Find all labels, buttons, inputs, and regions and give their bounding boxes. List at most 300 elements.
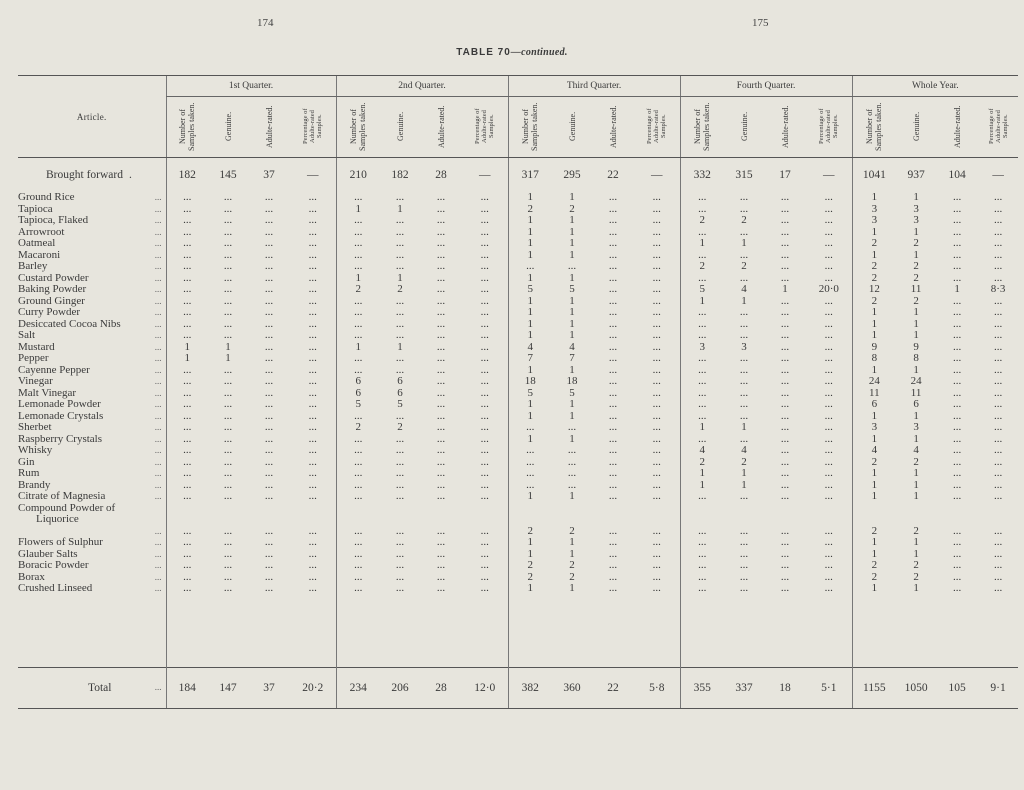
table-cell: ... bbox=[993, 456, 1003, 468]
table-cell: 24 bbox=[910, 376, 922, 387]
table-cell: ... bbox=[308, 583, 317, 594]
table-cell: ... bbox=[223, 422, 233, 433]
article-cell bbox=[18, 307, 166, 319]
table-cell: ... bbox=[436, 410, 446, 422]
table-cell: ... bbox=[308, 468, 317, 479]
article-name: Baking Powder bbox=[18, 284, 87, 295]
table-cell: ... bbox=[166, 434, 208, 446]
table-cell: ... bbox=[952, 318, 962, 330]
table-cell: ... bbox=[308, 433, 317, 445]
table-cell: ... bbox=[824, 272, 833, 284]
column-subheader-label: Number of Samples taken. bbox=[349, 102, 368, 151]
table-cell: ... bbox=[480, 524, 489, 537]
table-cell: ... bbox=[780, 468, 790, 479]
leader-dots: ... bbox=[154, 410, 162, 421]
table-cell: 1 bbox=[569, 238, 575, 249]
article-cell bbox=[18, 284, 166, 296]
table-cell: ... bbox=[780, 341, 790, 353]
article-cell bbox=[18, 572, 166, 584]
table-cell: 4 bbox=[680, 445, 724, 457]
empty-cell bbox=[18, 595, 166, 668]
article-name: Curry Powder bbox=[18, 307, 81, 318]
table-cell: 18 bbox=[566, 376, 578, 387]
table-cell: ... bbox=[436, 479, 446, 491]
article-cell bbox=[18, 537, 166, 549]
table-cell: ... bbox=[608, 560, 618, 571]
table-row bbox=[18, 319, 1018, 331]
table-cell: ... bbox=[436, 560, 446, 571]
table-cell: ... bbox=[264, 272, 274, 284]
article-name: Citrate of Magnesia bbox=[18, 491, 106, 502]
table-cell: ... bbox=[436, 548, 446, 560]
quarter-header: 2nd Quarter. bbox=[336, 76, 508, 97]
table-cell: ... bbox=[824, 548, 833, 560]
table-cell: ... bbox=[680, 273, 724, 285]
table-cell: ... bbox=[824, 203, 833, 215]
table-cell: 2 bbox=[852, 261, 896, 273]
table-cell: ... bbox=[308, 284, 317, 295]
table-cell: 1 bbox=[336, 273, 380, 285]
table-cell: ... bbox=[952, 571, 962, 583]
table-cell: ... bbox=[652, 399, 661, 410]
table-cell: ... bbox=[480, 215, 489, 226]
table-cell: ... bbox=[508, 468, 552, 480]
table-cell: ... bbox=[952, 215, 962, 226]
table-cell: ... bbox=[780, 571, 790, 583]
table-cell: ... bbox=[608, 479, 618, 491]
article-cell bbox=[18, 422, 166, 434]
table-cell: 210 bbox=[336, 158, 380, 193]
table-cell: 2 bbox=[852, 238, 896, 250]
leader-dots: ... bbox=[154, 353, 162, 363]
table-cell: ... bbox=[652, 491, 661, 502]
table-cell: 4 bbox=[852, 445, 896, 457]
table-cell: ... bbox=[308, 215, 317, 226]
table-cell: ... bbox=[223, 433, 233, 445]
table-cell: 1 bbox=[852, 319, 896, 331]
table-cell: ... bbox=[336, 307, 380, 319]
table-cell: ... bbox=[336, 330, 380, 342]
table-cell: 1 bbox=[397, 203, 403, 215]
table-cell: ... bbox=[993, 226, 1003, 238]
table-cell: ... bbox=[436, 433, 446, 445]
article-cell bbox=[18, 158, 166, 193]
table-cell: ... bbox=[608, 583, 618, 594]
table-cell: ... bbox=[680, 365, 724, 377]
table-cell: ... bbox=[608, 238, 618, 249]
table-cell: ... bbox=[952, 524, 962, 537]
table-cell: ... bbox=[480, 341, 489, 353]
table-cell: ... bbox=[166, 365, 208, 377]
table-cell: ... bbox=[264, 353, 274, 364]
leader-dots: ... bbox=[154, 468, 162, 478]
table-cell: 1 bbox=[569, 295, 575, 307]
table-cell: ... bbox=[436, 571, 446, 583]
table-cell: ... bbox=[166, 560, 208, 572]
article-name: Rum bbox=[18, 468, 40, 479]
article-name: Glauber Salts bbox=[18, 548, 78, 560]
table-cell: ... bbox=[993, 387, 1003, 399]
table-cell: 2 bbox=[569, 571, 575, 583]
table-cell: ... bbox=[952, 560, 962, 571]
column-subheader-label: Adulte-rated. bbox=[952, 105, 962, 148]
table-cell: ... bbox=[264, 422, 274, 433]
table-cell: ... bbox=[395, 226, 405, 238]
table-cell: 1 bbox=[954, 284, 960, 295]
table-cell: ... bbox=[264, 524, 274, 537]
table-cell: 1 bbox=[852, 307, 896, 319]
table-cell: 1 bbox=[913, 468, 919, 479]
leader-dots: ... bbox=[154, 525, 162, 536]
table-cell: ... bbox=[652, 238, 661, 249]
article-name: Ground Rice bbox=[18, 192, 75, 203]
table-cell: ... bbox=[652, 468, 661, 479]
table-cell: ... bbox=[436, 387, 446, 399]
table-cell: 3 bbox=[852, 422, 896, 434]
table-cell: 1 bbox=[508, 250, 552, 262]
table-cell: 12·0 bbox=[462, 667, 508, 708]
table-cell: ... bbox=[680, 572, 724, 584]
table-cell: ... bbox=[395, 524, 405, 537]
table-cell: 2 bbox=[913, 571, 919, 583]
leader-dots: ... bbox=[154, 560, 162, 570]
table-cell: ... bbox=[264, 537, 274, 548]
table-cell: ... bbox=[223, 479, 233, 491]
table-cell: ... bbox=[395, 537, 405, 548]
table-cell: ... bbox=[952, 330, 962, 341]
table-cell: ... bbox=[567, 468, 577, 479]
table-cell: ... bbox=[308, 295, 317, 307]
table-cell: ... bbox=[652, 341, 661, 353]
table-cell: ... bbox=[993, 468, 1003, 479]
table-cell: 1 bbox=[913, 226, 919, 238]
table-cell: ... bbox=[166, 572, 208, 584]
table-cell: ... bbox=[780, 548, 790, 560]
article-cell bbox=[18, 296, 166, 308]
table-row bbox=[18, 296, 1018, 308]
table-cell: 2 bbox=[680, 261, 724, 273]
table-cell: ... bbox=[395, 583, 405, 594]
table-cell: ... bbox=[652, 387, 661, 399]
table-cell: ... bbox=[508, 445, 552, 457]
table-cell: 104 bbox=[948, 169, 966, 181]
table-cell: ... bbox=[780, 456, 790, 468]
empty-cell bbox=[978, 595, 1018, 668]
brought-forward-dots: . bbox=[128, 169, 132, 181]
table-row bbox=[18, 365, 1018, 377]
table-cell: ... bbox=[336, 215, 380, 227]
article-cell bbox=[18, 388, 166, 400]
article-cell bbox=[18, 238, 166, 250]
table-cell: 1 bbox=[569, 399, 575, 410]
table-cell: ... bbox=[739, 318, 749, 330]
table-cell: ... bbox=[264, 387, 274, 399]
table-cell: 9·1 bbox=[978, 667, 1018, 708]
table-cell: ... bbox=[952, 583, 962, 594]
table-cell: 317 bbox=[508, 158, 552, 193]
table-cell: 2 bbox=[852, 560, 896, 572]
table-cell: 1 bbox=[508, 273, 552, 285]
table-cell: ... bbox=[264, 376, 274, 387]
table-cell: ... bbox=[264, 433, 274, 445]
leader-dots: ... bbox=[154, 318, 162, 329]
article-cell bbox=[18, 411, 166, 423]
table-cell: ... bbox=[308, 203, 317, 215]
table-cell: ... bbox=[336, 411, 380, 423]
table-cell: ... bbox=[608, 295, 618, 307]
table-cell: ... bbox=[166, 399, 208, 411]
table-cell: ... bbox=[264, 583, 274, 594]
table-cell: ... bbox=[824, 537, 833, 548]
table-cell: 1 bbox=[852, 330, 896, 342]
table-row bbox=[18, 422, 1018, 434]
table-cell: ... bbox=[780, 399, 790, 410]
table-cell: ... bbox=[993, 295, 1003, 307]
table-cell: 6 bbox=[336, 388, 380, 400]
table-cell: 6 bbox=[397, 387, 403, 399]
table-cell: ... bbox=[166, 192, 208, 204]
table-cell: ... bbox=[436, 583, 446, 594]
article-name: Pepper bbox=[18, 353, 49, 364]
table-label: TABLE 70 bbox=[456, 47, 511, 58]
table-cell: ... bbox=[166, 549, 208, 561]
table-cell: ... bbox=[336, 353, 380, 365]
table-cell: 3 bbox=[852, 204, 896, 216]
table-cell: 6 bbox=[336, 376, 380, 388]
article-name: Lemonade Crystals bbox=[18, 410, 104, 422]
empty-cell bbox=[420, 595, 462, 668]
table-cell: 1 bbox=[913, 583, 919, 594]
table-cell: 2 bbox=[741, 261, 747, 272]
empty-cell bbox=[634, 595, 680, 668]
column-subheader bbox=[724, 97, 764, 158]
table-cell: 4 bbox=[741, 445, 747, 456]
table-cell: 5 bbox=[508, 284, 552, 296]
article-name: Tapioca, Flaked bbox=[18, 215, 89, 226]
table-cell: ... bbox=[223, 583, 233, 594]
table-cell: ... bbox=[952, 410, 962, 422]
table-cell: ... bbox=[436, 203, 446, 215]
table-cell: ... bbox=[336, 583, 380, 595]
table-cell: 1 bbox=[508, 491, 552, 503]
table-cell: ... bbox=[993, 433, 1003, 445]
table-cell: 11 bbox=[852, 388, 896, 400]
table-cell: ... bbox=[680, 388, 724, 400]
table-cell: ... bbox=[608, 524, 618, 537]
table-cell: ... bbox=[652, 583, 661, 594]
table-cell: ... bbox=[739, 410, 749, 422]
table-cell: ... bbox=[308, 399, 317, 410]
table-cell: 360 bbox=[552, 667, 592, 708]
table-cell: ... bbox=[652, 571, 661, 583]
table-cell: ... bbox=[608, 456, 618, 468]
article-cell bbox=[18, 376, 166, 388]
table-row bbox=[18, 583, 1018, 595]
table-cell: 145 bbox=[219, 169, 237, 181]
table-cell: ... bbox=[824, 226, 833, 238]
table-cell: ... bbox=[780, 353, 790, 364]
table-cell: ... bbox=[395, 548, 405, 560]
table-cell: ... bbox=[652, 433, 661, 445]
table-cell: ... bbox=[824, 468, 833, 479]
table-cell: ... bbox=[608, 491, 618, 502]
table-cell: ... bbox=[608, 571, 618, 583]
table-cell: ... bbox=[780, 583, 790, 594]
table-cell: ... bbox=[824, 192, 833, 203]
table-cell: ... bbox=[395, 295, 405, 307]
table-cell: ... bbox=[608, 318, 618, 330]
table-cell: ... bbox=[308, 491, 317, 502]
table-cell: 1050 bbox=[896, 667, 936, 708]
table-cell: ... bbox=[480, 203, 489, 215]
table-cell: 3 bbox=[913, 215, 919, 226]
table-cell: ... bbox=[993, 330, 1003, 341]
empty-cell bbox=[680, 595, 724, 668]
table-cell: ... bbox=[436, 295, 446, 307]
table-cell: ... bbox=[264, 399, 274, 410]
table-cell: ... bbox=[395, 560, 405, 571]
leader-dots: ... bbox=[154, 376, 162, 386]
table-cell: ... bbox=[480, 445, 489, 456]
table-cell: 1 bbox=[569, 226, 575, 238]
table-cell: ... bbox=[780, 479, 790, 491]
table-cell: 2 bbox=[913, 238, 919, 249]
table-cell: ... bbox=[993, 307, 1003, 318]
table-cell: ... bbox=[780, 524, 790, 537]
table-cell: ... bbox=[395, 238, 405, 249]
table-row bbox=[18, 468, 1018, 480]
table-cell: ... bbox=[993, 524, 1003, 537]
empty-cell bbox=[896, 595, 936, 668]
table-cell: ... bbox=[166, 238, 208, 250]
table-cell: ... bbox=[480, 307, 489, 318]
leader-dots: ... bbox=[154, 583, 162, 593]
table-cell: ... bbox=[567, 445, 577, 456]
article-name: Boracic Powder bbox=[18, 560, 89, 571]
table-cell: ... bbox=[739, 249, 749, 261]
empty-cell bbox=[462, 595, 508, 668]
table-cell: ... bbox=[480, 284, 489, 295]
table-cell: ... bbox=[652, 215, 661, 226]
table-row bbox=[18, 307, 1018, 319]
table-cell: 17 bbox=[779, 169, 791, 181]
leader-dots: ... bbox=[154, 226, 162, 237]
table-cell: ... bbox=[824, 524, 833, 537]
table-cell: ... bbox=[336, 457, 380, 469]
table-cell: ... bbox=[166, 388, 208, 400]
table-cell: ... bbox=[780, 422, 790, 433]
table-cell: ... bbox=[608, 445, 618, 456]
table-row bbox=[18, 549, 1018, 561]
table-cell: ... bbox=[739, 491, 749, 502]
column-subheader bbox=[680, 97, 724, 158]
table-cell: ... bbox=[336, 549, 380, 561]
table-cell: 1 bbox=[508, 549, 552, 561]
table-cell: ... bbox=[336, 445, 380, 457]
table-cell: ... bbox=[223, 376, 233, 387]
table-cell: ... bbox=[480, 272, 489, 284]
table-cell: ... bbox=[739, 433, 749, 445]
table-row bbox=[18, 457, 1018, 469]
table-cell: ... bbox=[308, 479, 317, 491]
table-row bbox=[18, 215, 1018, 227]
table-cell: ... bbox=[264, 192, 274, 203]
table-cell: ... bbox=[166, 583, 208, 595]
table-cell: 4 bbox=[741, 284, 747, 295]
table-cell: 1 bbox=[569, 272, 575, 284]
table-cell: — bbox=[479, 169, 491, 181]
table-cell: ... bbox=[336, 227, 380, 239]
table-cell: 1 bbox=[913, 537, 919, 548]
table-cell: ... bbox=[264, 560, 274, 571]
table-cell: ... bbox=[680, 376, 724, 388]
empty-cell bbox=[592, 595, 634, 668]
table-cell: 2 bbox=[913, 272, 919, 284]
table-cell: 1 bbox=[508, 238, 552, 250]
table-cell: 6 bbox=[913, 399, 919, 410]
column-subheader-label: Genuine. bbox=[223, 111, 233, 142]
brought-forward-row bbox=[18, 158, 1018, 193]
table-cell: 1 bbox=[680, 238, 724, 250]
table-cell: ... bbox=[264, 284, 274, 295]
leader-dots: ... bbox=[154, 249, 162, 260]
table-cell: ... bbox=[223, 238, 233, 249]
table-row bbox=[18, 227, 1018, 239]
table-cell: 2 bbox=[913, 560, 919, 571]
article-cell bbox=[18, 549, 166, 561]
empty-cell bbox=[764, 595, 806, 668]
table-cell: ... bbox=[652, 295, 661, 307]
table-cell: ... bbox=[993, 410, 1003, 422]
table-cell: ... bbox=[993, 341, 1003, 353]
article-cell bbox=[18, 491, 166, 503]
table-cell: ... bbox=[308, 272, 317, 284]
article-name: Brandy bbox=[18, 479, 51, 491]
table-cell: ... bbox=[608, 307, 618, 318]
table-cell: ... bbox=[608, 226, 618, 238]
table-cell: ... bbox=[166, 204, 208, 216]
table-cell: ... bbox=[436, 364, 446, 376]
table-cell: ... bbox=[264, 238, 274, 249]
table-cell: ... bbox=[336, 572, 380, 584]
table-cell: 5 bbox=[680, 284, 724, 296]
table-cell: ... bbox=[436, 353, 446, 364]
table-cell: ... bbox=[824, 422, 833, 433]
table-cell: 1 bbox=[508, 296, 552, 308]
article-cell bbox=[18, 457, 166, 469]
table-cell: 5 bbox=[569, 284, 575, 295]
table-cell: 5·8 bbox=[634, 667, 680, 708]
table-cell: 2 bbox=[852, 273, 896, 285]
table-cell: ... bbox=[652, 318, 661, 330]
article-name: Oatmeal bbox=[18, 238, 56, 249]
empty-cell bbox=[806, 595, 852, 668]
table-cell: ... bbox=[993, 272, 1003, 284]
table-cell: ... bbox=[436, 307, 446, 318]
table-cell: ... bbox=[739, 399, 749, 410]
table-cell: ... bbox=[952, 433, 962, 445]
table-cell: 1 bbox=[680, 296, 724, 308]
article-name: Vinegar bbox=[18, 376, 53, 387]
table-cell: 6 bbox=[852, 399, 896, 411]
total-label: Total bbox=[88, 681, 112, 694]
table-cell: 337 bbox=[724, 667, 764, 708]
column-subheader bbox=[462, 97, 508, 158]
table-cell: ... bbox=[952, 376, 962, 387]
table-cell: 1 bbox=[852, 480, 896, 492]
table-cell: ... bbox=[166, 376, 208, 388]
table-cell: ... bbox=[166, 491, 208, 503]
